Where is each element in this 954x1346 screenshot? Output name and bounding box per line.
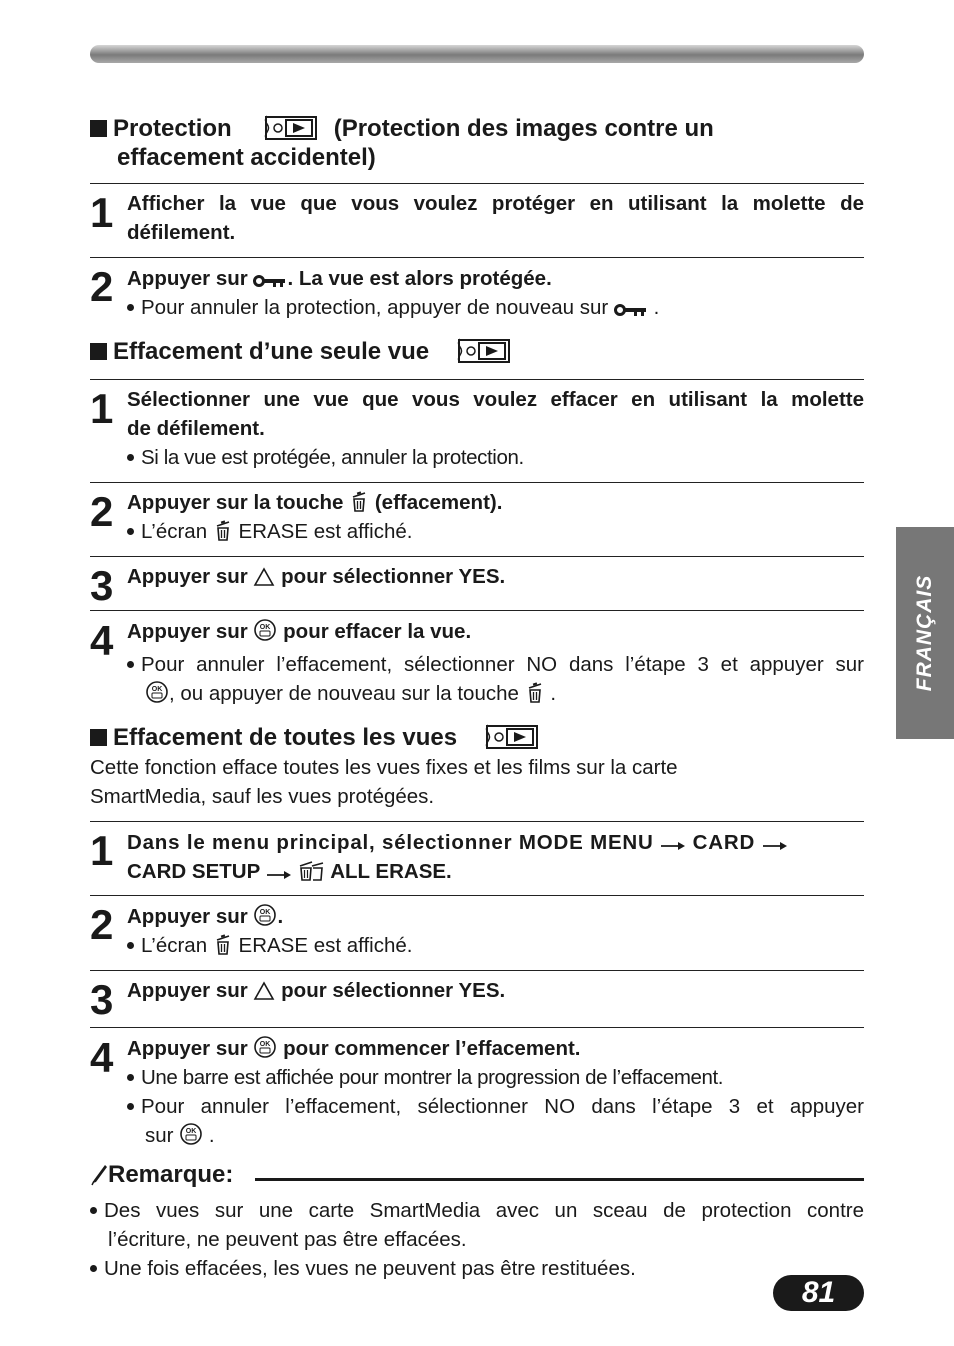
step-number: 2 (90, 263, 113, 310)
bullet-dot (127, 304, 134, 311)
erase-trash-icon (213, 934, 233, 956)
remark-bullet-2: Une fois effacées, les vues ne peuvent pas être restituées. (90, 1254, 864, 1283)
remark-title: Remarque: (90, 1160, 233, 1190)
all-erase-intro: Cette fonction efface toutes les vues fixes et les films sur la carte (90, 756, 678, 779)
single-erase-step-1: Sélectionner une vue que vous voulez effacer en utilisant la molette (127, 388, 864, 411)
step-divider (90, 257, 864, 258)
section-square-icon (90, 729, 107, 746)
all-erase-step-1-cont: CARD SETUP ALL ERASE. (127, 860, 452, 883)
single-erase-step-4-bullet-cont: OK , ou appuyer de nouveau sur la touche . (127, 679, 882, 708)
remark-rule (255, 1178, 864, 1181)
right-arrow-icon (660, 839, 686, 853)
bullet-dot (127, 1103, 134, 1110)
single-erase-step-2-bullet: L’écran ERASE est affiché. (127, 517, 864, 546)
step-divider (90, 183, 864, 184)
step-divider (90, 1027, 864, 1028)
bullet-dot (90, 1265, 97, 1272)
step-number: 1 (90, 385, 113, 432)
step-divider (90, 895, 864, 896)
all-erase-step-3: Appuyer sur pour sélectionner YES. (127, 979, 506, 1002)
protection-step-1: Afficher la vue que vous voulez protéger en utilisant la molette de (127, 192, 864, 215)
single-erase-step-2: Appuyer sur la touche (effacement). (127, 491, 503, 514)
single-erase-step-3: Appuyer sur pour sélectionner YES. (127, 565, 506, 588)
erase-all-trash-icon (297, 860, 325, 882)
step-number: 1 (90, 189, 113, 236)
bullet-dot (127, 454, 134, 461)
single-erase-step-4-bullet: Pour annuler l’effacement, sélectionner NO dans l’étape 3 et appuyer sur (127, 650, 864, 679)
svg-text:OK: OK (151, 686, 163, 693)
all-erase-step-4-bullet-2: Pour annuler l’effacement, sélectionner NO dans l’étape 3 et appuyer (127, 1092, 864, 1121)
single-erase-step-4: Appuyer sur OK pour effacer la vue. (127, 620, 472, 643)
step-divider (90, 379, 864, 380)
language-side-tab: FRANÇAIS (896, 527, 954, 739)
playback-mode-icon (484, 723, 538, 749)
protection-section-title-line2: effacement accidentel) (117, 144, 376, 171)
ok-button-icon (179, 1122, 203, 1146)
step-divider (90, 821, 864, 822)
step-number: 4 (90, 617, 113, 664)
all-erase-intro-cont: SmartMedia, sauf les vues protégées. (90, 785, 435, 808)
page-number: 81 (773, 1275, 864, 1311)
step-number: 4 (90, 1034, 113, 1081)
all-erase-step-4-bullet-1: Une barre est affichée pour montrer la progression de l’effacement. (127, 1063, 864, 1092)
single-erase-step-1-cont: de défilement. (127, 417, 265, 440)
bullet-dot (127, 942, 134, 949)
section-square-icon (90, 120, 107, 137)
single-erase-section-title: Effacement d’une seule vue (90, 337, 510, 366)
right-arrow-icon (266, 868, 292, 882)
ok-button-icon (253, 1035, 277, 1059)
ok-button-icon (253, 903, 277, 927)
svg-text:OK: OK (185, 1128, 197, 1135)
erase-trash-icon (213, 520, 233, 542)
all-erase-step-4-bullet-2-cont: sur OK . (145, 1124, 215, 1147)
svg-text:OK: OK (260, 1041, 271, 1048)
all-erase-step-4: Appuyer sur OK pour commencer l’effacement. (127, 1037, 581, 1060)
single-erase-step-1-bullet: Si la vue est protégée, annuler la protection. (127, 443, 864, 472)
step-divider (90, 970, 864, 971)
all-erase-step-2: Appuyer sur OK . (127, 905, 284, 928)
right-arrow-icon (762, 839, 788, 853)
protection-step-2-bullet: Pour annuler la protection, appuyer de nouveau sur . (127, 293, 864, 322)
step-number: 2 (90, 488, 113, 535)
up-triangle-icon (253, 567, 275, 587)
all-erase-step-2-bullet: L’écran ERASE est affiché. (127, 931, 864, 960)
erase-trash-icon (525, 682, 545, 704)
up-triangle-icon (253, 981, 275, 1001)
svg-text:OK: OK (260, 909, 271, 916)
top-decorative-bar (90, 45, 864, 63)
step-number: 3 (90, 562, 113, 609)
protection-step-1-cont: défilement. (127, 221, 236, 244)
step-number: 3 (90, 976, 113, 1023)
step-divider (90, 556, 864, 557)
protection-step-2: Appuyer sur . La vue est alors protégée. (127, 267, 552, 290)
step-divider (90, 610, 864, 611)
all-erase-section-title: Effacement de toutes les vues (90, 723, 538, 752)
playback-mode-icon (263, 114, 317, 140)
bullet-dot (127, 1074, 134, 1081)
ok-button-icon (145, 680, 169, 704)
remark-bullet-1: Des vues sur une carte SmartMedia avec un sceau de protection contre (90, 1196, 864, 1225)
remark-bullet-1-cont: l’écriture, ne peuvent pas être effacées. (108, 1228, 467, 1251)
bullet-dot (127, 661, 134, 668)
bullet-dot (90, 1207, 97, 1214)
erase-trash-icon (349, 491, 369, 513)
protection-section-title: Protection (Protection des images contre un (90, 114, 714, 143)
section-square-icon (90, 343, 107, 360)
step-divider (90, 482, 864, 483)
playback-mode-icon (456, 337, 510, 363)
step-number: 1 (90, 827, 113, 874)
all-erase-step-1: Dans le menu principal, sélectionner MODE MENU CARD (127, 828, 864, 857)
bullet-dot (127, 528, 134, 535)
protect-key-icon (253, 273, 287, 289)
remark-pencil-icon (90, 1164, 108, 1186)
step-number: 2 (90, 901, 113, 948)
svg-text:OK: OK (260, 624, 271, 631)
ok-button-icon (253, 618, 277, 642)
protect-key-icon (614, 302, 648, 318)
